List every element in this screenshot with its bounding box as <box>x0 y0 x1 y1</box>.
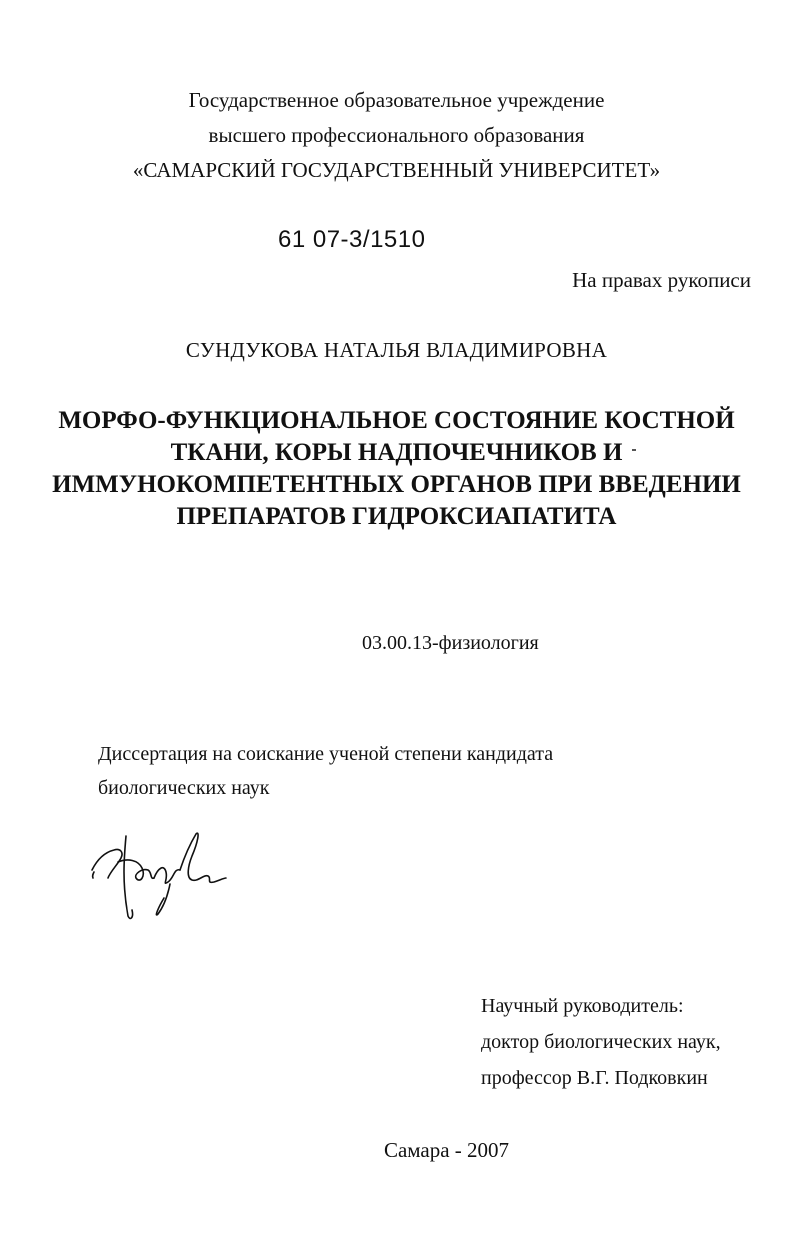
title-line-1: МОРФО-ФУНКЦИОНАЛЬНОЕ СОСТОЯНИЕ КОСТНОЙ <box>58 407 735 434</box>
dissertation-line-1: Диссертация на соискание ученой степени кандидата <box>98 743 554 765</box>
dissertation-title <box>0 405 793 533</box>
rights-note: На правах рукописи <box>572 268 751 292</box>
city-year: Самара - 2007 <box>383 1138 510 1162</box>
title-line-3: ИММУНОКОМПЕТЕНТНЫХ ОРГАНОВ ПРИ ВВЕДЕНИИ <box>52 471 741 498</box>
title-line-4: ПРЕПАРАТОВ ГИДРОКСИАПАТИТА <box>176 503 617 530</box>
supervisor-name: профессор В.Г. Подковкин <box>481 1067 708 1089</box>
catalog-code: 61 07-3/1510 <box>278 226 426 253</box>
supervisor-label: Научный руководитель: <box>481 995 684 1017</box>
institution-line-1: Государственное образовательное учреждение <box>188 88 605 112</box>
supervisor-degree: доктор биологических наук, <box>481 1031 721 1053</box>
title-line-2: ТКАНИ, КОРЫ НАДПОЧЕЧНИКОВ И <box>170 439 623 466</box>
signature-handwritten <box>88 828 228 923</box>
specialty-code: 03.00.13-физиология <box>362 632 539 654</box>
institution-line-2: высшего профессионального образования <box>208 123 585 147</box>
dissertation-line-2: биологических наук <box>98 777 270 799</box>
institution-line-3: «САМАРСКИЙ ГОСУДАРСТВЕННЫЙ УНИВЕРСИТЕТ» <box>132 158 661 182</box>
stray-mark <box>632 449 636 451</box>
author-name: СУНДУКОВА НАТАЛЬЯ ВЛАДИМИРОВНА <box>185 338 608 362</box>
